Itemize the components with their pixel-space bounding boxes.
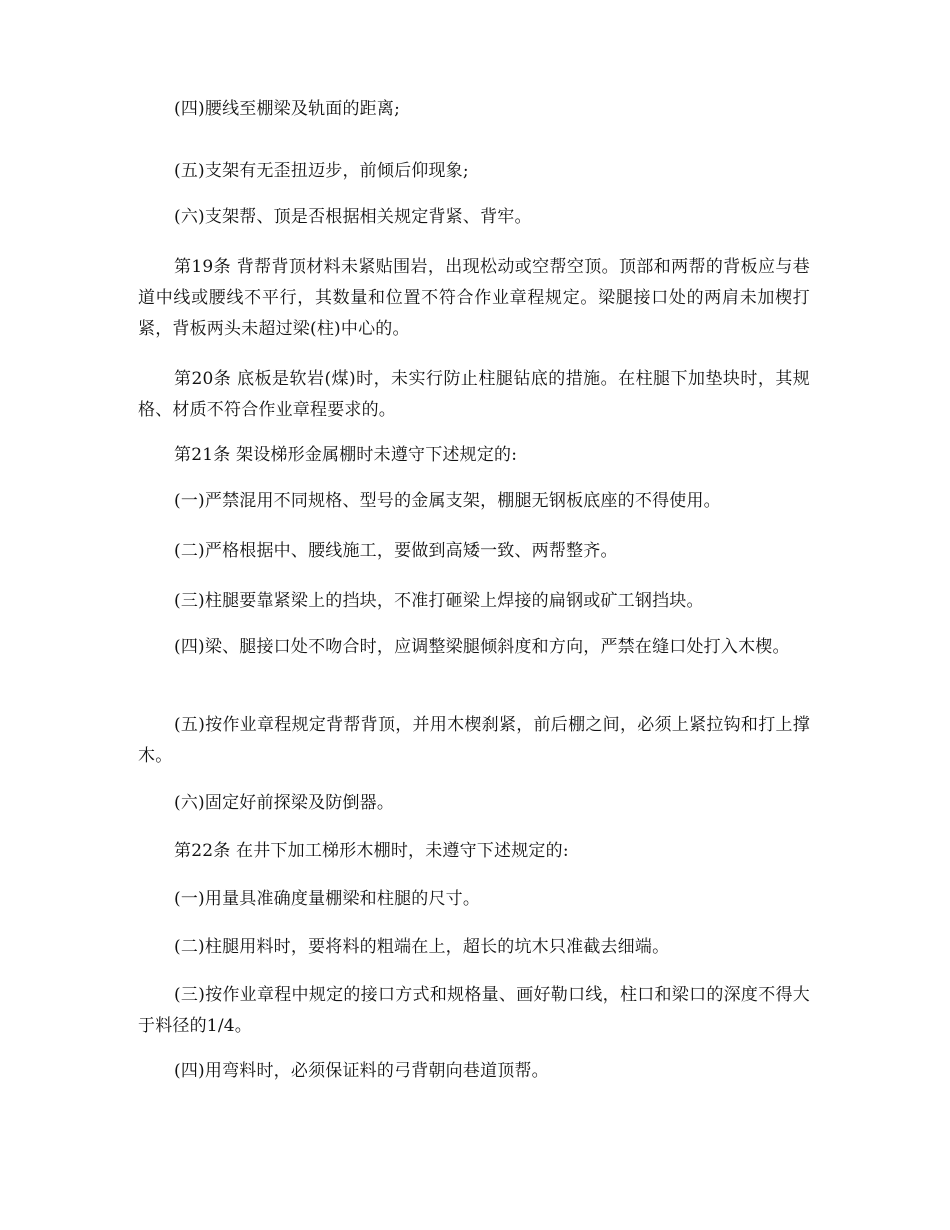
paragraph-item-22-2: (二)柱腿用料时，要将料的粗端在上，超长的坑木只准截去细端。 [174,937,670,957]
paragraph-item-21-6: (六)固定好前探梁及防倒器。 [174,793,395,813]
paragraph-item-22-4: (四)用弯料时，必须保证料的弓背朝向巷道顶帮。 [174,1061,549,1081]
paragraph-item-22-3: (三)按作业章程中规定的接口方式和规格量、画好勒口线，柱口和梁口的深度不得大于料径的1/4。 [138,985,810,1036]
paragraph-article-19: 第19条 背帮背顶材料未紧贴围岩，出现松动或空帮空顶。顶部和两帮的背板应与巷道中线或腰线不平行，其数量和位置不符合作业章程规定。梁腿接口处的两肩未加楔打紧，背板两头未超过梁(柱)中心的。 [138,257,810,339]
paragraph-item-21-3: (三)柱腿要靠紧梁上的挡块，不准打砸梁上焊接的扁钢或矿工钢挡块。 [174,591,704,611]
paragraph-item-21-4: (四)梁、腿接口处不吻合时，应调整梁腿倾斜度和方向，严禁在缝口处打入木楔。 [174,637,790,657]
paragraph-item-5: (五)支架有无歪扭迈步，前倾后仰现象; [174,161,469,181]
paragraph-article-22: 第22条 在井下加工梯形木棚时，未遵守下述规定的: [174,841,569,861]
paragraph-item-21-5: (五)按作业章程规定背帮背顶，并用木楔刹紧，前后棚之间，必须上紧拉钩和打上撑木。 [138,715,810,766]
paragraph-item-22-1: (一)用量具准确度量棚梁和柱腿的尺寸。 [174,889,481,909]
paragraph-item-6: (六)支架帮、顶是否根据相关规定背紧、背牢。 [174,207,532,227]
paragraph-article-21: 第21条 架设梯形金属棚时未遵守下述规定的: [174,445,518,465]
paragraph-article-20: 第20条 底板是软岩(煤)时，未实行防止柱腿钻底的措施。在柱腿下加垫块时，其规格、材质不符合作业章程要求的。 [138,369,810,420]
paragraph-item-21-1: (一)严禁混用不同规格、型号的金属支架，棚腿无钢板底座的不得使用。 [174,491,721,511]
paragraph-item-21-2: (二)严格根据中、腰线施工，要做到高矮一致、两帮整齐。 [174,541,618,561]
paragraph-item-4: (四)腰线至棚梁及轨面的距离; [174,99,400,119]
